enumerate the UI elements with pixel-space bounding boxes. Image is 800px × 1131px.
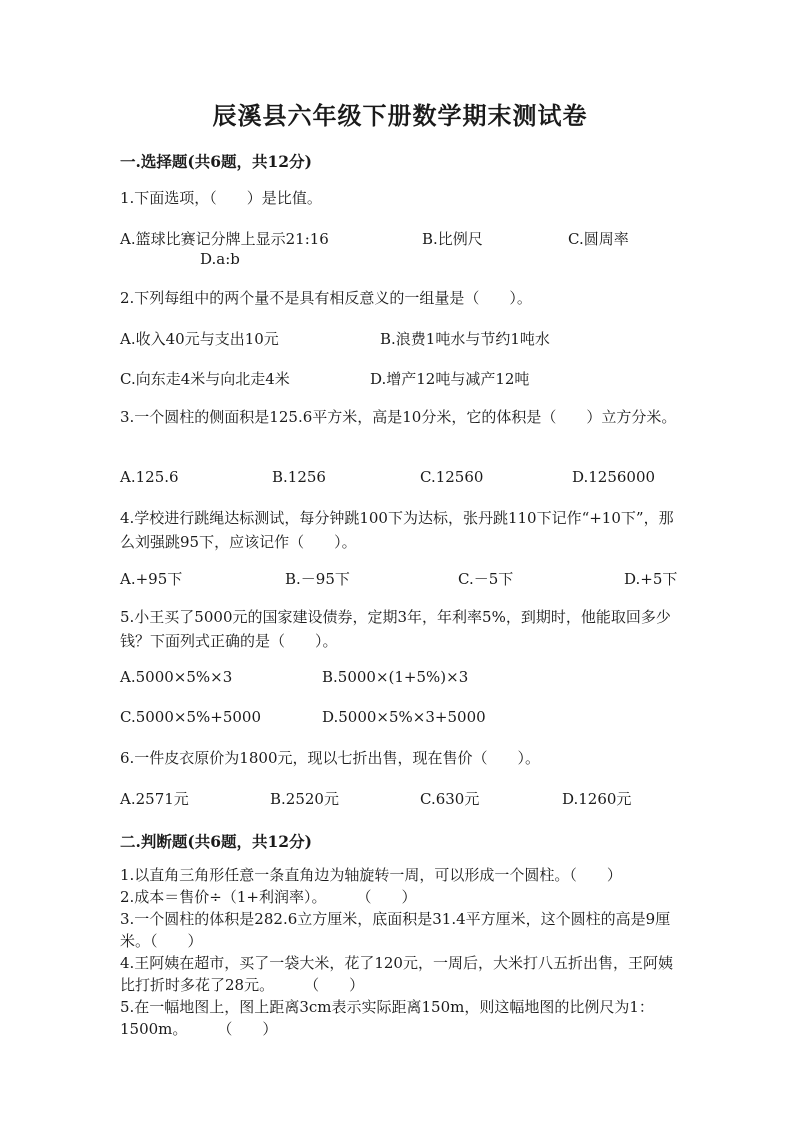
question-1: 1.下面选项，（ ）是比值。 xyxy=(120,189,322,207)
judgement-item-1: 1.以直角三角形任意一条直角边为轴旋转一周，可以形成一个圆柱。（ ） xyxy=(120,866,622,884)
q2-option-d: D.增产12吨与减产12吨 xyxy=(370,370,530,388)
q5-option-c: C.5000×5%+5000 xyxy=(120,708,261,726)
q4-option-c: C.－5下 xyxy=(458,570,514,588)
q3-option-c: C.12560 xyxy=(420,468,484,486)
q5-option-a: A.5000×5%×3 xyxy=(120,668,233,686)
q3-option-d: D.1256000 xyxy=(572,468,656,486)
q5-option-d: D.5000×5%×3+5000 xyxy=(322,708,486,726)
q6-option-d: D.1260元 xyxy=(562,790,632,808)
question-5: 5.小王买了5000元的国家建设债券，定期3年，年利率5%，到期时，他能取回多少钱？下面列式正确的是（ ）。 xyxy=(120,608,671,650)
q3-option-b: B.1256 xyxy=(272,468,326,486)
q3-option-a: A.125.6 xyxy=(120,468,179,486)
q4-option-d: D.+5下 xyxy=(624,570,678,588)
judgement-item-3: 3.一个圆柱的体积是282.6立方厘米，底面积是31.4平方厘米，这个圆柱的高是9厘米。（ ） xyxy=(120,910,671,950)
question-6: 6.一件皮衣原价为1800元，现以七折出售，现在售价（ ）。 xyxy=(120,749,540,767)
q2-option-c: C.向东走4米与向北走4米 xyxy=(120,370,290,388)
exam-title: 辰溪县六年级下册数学期末测试卷 xyxy=(212,101,588,130)
question-2: 2.下列每组中的两个量不是具有相反意义的一组量是（ ）。 xyxy=(120,289,532,307)
q4-option-b: B.－95下 xyxy=(285,570,350,588)
q5-option-b: B.5000×(1+5%)×3 xyxy=(322,668,469,686)
q1-option-a: A.篮球比赛记分牌上显示21:16 xyxy=(120,230,329,248)
question-4: 4.学校进行跳绳达标测试，每分钟跳100下为达标，张丹跳110下记作“+10下”，那么刘强跳95下，应该记作（ ）。 xyxy=(120,509,674,551)
q6-option-c: C.630元 xyxy=(420,790,480,808)
section-heading-choice: 一.选择题(共6题，共12分) xyxy=(120,152,312,171)
q2-option-b: B.浪费1吨水与节约1吨水 xyxy=(380,330,550,348)
q6-option-a: A.2571元 xyxy=(120,790,189,808)
q1-option-d: D.a:b xyxy=(200,250,240,268)
judgement-item-5: 5.在一幅地图上，图上距离3cm表示实际距离150m，则这幅地图的比例尺为1：1500m。 （ ） xyxy=(120,998,654,1038)
question-3: 3.一个圆柱的侧面积是125.6平方米，高是10分米，它的体积是（ ）立方分米。 xyxy=(120,408,677,426)
q1-option-c: C.圆周率 xyxy=(568,230,629,248)
judgement-item-4: 4.王阿姨在超市，买了一袋大米，花了120元，一周后，大米打八五折出售，王阿姨比打折时多花了28元。 （ ） xyxy=(120,954,673,994)
q1-option-b: B.比例尺 xyxy=(422,230,483,248)
q2-option-a: A.收入40元与支出10元 xyxy=(120,330,279,348)
q4-option-a: A.+95下 xyxy=(120,570,183,588)
judgement-item-2: 2.成本＝售价÷（1+利润率）。 （ ） xyxy=(120,888,417,906)
q6-option-b: B.2520元 xyxy=(270,790,339,808)
section-heading-judgement: 二.判断题(共6题，共12分) xyxy=(120,832,312,851)
